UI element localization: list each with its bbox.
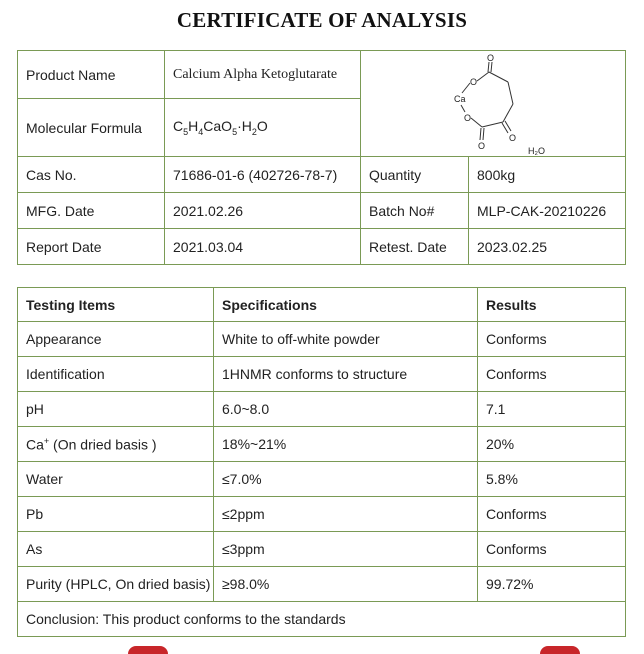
conclusion-row	[18, 602, 626, 637]
row-cas	[18, 157, 626, 193]
table-header-row	[18, 288, 626, 322]
test-result: Conforms	[478, 532, 626, 567]
quantity-value: 800kg	[469, 157, 626, 193]
quantity-label: Quantity	[361, 157, 469, 193]
test-spec: 1HNMR conforms to structure	[214, 357, 478, 392]
document-title: CERTIFICATE OF ANALYSIS	[176, 8, 468, 32]
test-result: 99.72%	[478, 567, 626, 602]
water-label: H₂O	[528, 146, 545, 156]
oxygen-atom-label: O	[478, 141, 486, 151]
table-row	[18, 427, 626, 462]
row-product-name	[18, 51, 626, 99]
test-result: 20%	[478, 427, 626, 462]
test-spec: 18%~21%	[214, 427, 478, 462]
test-item: Water	[18, 462, 214, 497]
report-date-label: Report Date	[18, 229, 165, 265]
product-name-value: Calcium Alpha Ketoglutarate	[165, 51, 361, 99]
calcium-atom-label: Ca	[454, 94, 466, 104]
table-row	[18, 567, 626, 602]
test-spec: 6.0~8.0	[214, 392, 478, 427]
molecular-structure	[361, 51, 626, 157]
oxygen-atom-label: O	[487, 53, 495, 63]
test-spec: ≤7.0%	[214, 462, 478, 497]
retest-date-label: Retest. Date	[361, 229, 469, 265]
cas-label: Cas No.	[18, 157, 165, 193]
structure-drawing	[361, 51, 625, 157]
batch-label: Batch No#	[361, 193, 469, 229]
oxygen-atom-label: O	[470, 77, 478, 87]
oxygen-atom-label: O	[464, 113, 472, 123]
header-results: Results	[478, 288, 626, 322]
mfg-date-label: MFG. Date	[18, 193, 165, 229]
report-date-value: 2021.03.04	[165, 229, 361, 265]
test-item: As	[18, 532, 214, 567]
molecular-formula-label: Molecular Formula	[18, 99, 165, 157]
test-result: Conforms	[478, 357, 626, 392]
test-item: Purity (HPLC, On dried basis)	[18, 567, 214, 602]
oxygen-atom-label: O	[509, 133, 517, 143]
table-row	[18, 392, 626, 427]
molecular-formula-value: $C_5H_4CaO_5\cdot H_2O$	[165, 99, 361, 157]
table-row	[18, 357, 626, 392]
red-stamp-fragment	[128, 646, 168, 654]
test-result: Conforms	[478, 322, 626, 357]
table-row	[18, 462, 626, 497]
test-spec: ≥98.0%	[214, 567, 478, 602]
table-row	[18, 322, 626, 357]
test-spec: White to off-white powder	[214, 322, 478, 357]
header-specifications: Specifications	[214, 288, 478, 322]
retest-date-value: 2023.02.25	[469, 229, 626, 265]
test-item: Identification	[18, 357, 214, 392]
row-report	[18, 229, 626, 265]
test-spec: ≤2ppm	[214, 497, 478, 532]
table-row	[18, 497, 626, 532]
batch-value: MLP-CAK-20210226	[469, 193, 626, 229]
header-testing-items: Testing Items	[18, 288, 214, 322]
mfg-date-value: 2021.02.26	[165, 193, 361, 229]
test-item: Appearance	[18, 322, 214, 357]
cas-value: 71686-01-6 (402726-78-7)	[165, 157, 361, 193]
test-item: Ca+ (On dried basis )	[18, 427, 214, 462]
test-result: 7.1	[478, 392, 626, 427]
testing-results-table	[17, 287, 626, 637]
table-row	[18, 532, 626, 567]
row-mfg	[18, 193, 626, 229]
test-spec: ≤3ppm	[214, 532, 478, 567]
conclusion-text: Conclusion: This product conforms to the standards	[18, 602, 626, 637]
product-name-label: Product Name	[18, 51, 165, 99]
product-info-table	[17, 50, 626, 265]
test-result: 5.8%	[478, 462, 626, 497]
test-item: Pb	[18, 497, 214, 532]
test-item: pH	[18, 392, 214, 427]
red-stamp-fragment	[540, 646, 580, 654]
test-result: Conforms	[478, 497, 626, 532]
